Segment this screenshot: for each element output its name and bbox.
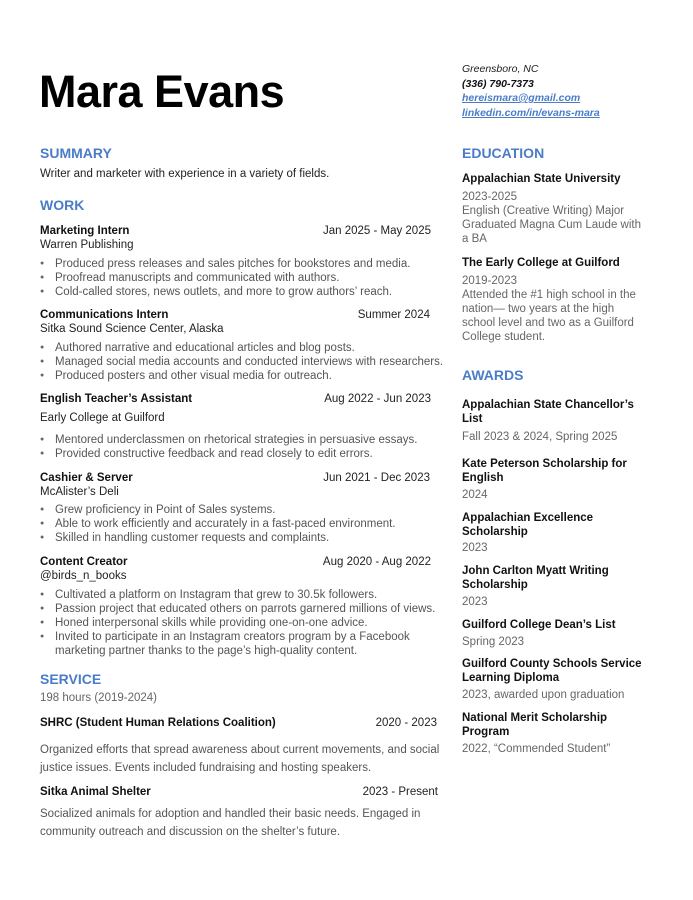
award-detail: 2024	[462, 489, 488, 501]
award-title-line: Guilford College Dean’s List	[462, 619, 616, 631]
award-detail: Spring 2023	[462, 636, 525, 648]
list-item: ● Managed social media accounts and conducted interviews with researchers.	[40, 355, 443, 369]
job-bullets	[40, 257, 410, 299]
award-title-line: English	[462, 472, 504, 484]
award-title-line: Appalachian Excellence	[462, 512, 594, 524]
job-bullets	[40, 588, 435, 658]
list-item: ● Skilled in handling customer requests and complaints.	[40, 531, 396, 545]
award-title	[462, 618, 642, 632]
award-title-line: Learning Diploma	[462, 672, 560, 684]
award-detail: 2023	[462, 596, 488, 608]
list-item: ● Invited to participate in an Instagram creators program by a Facebook	[40, 630, 435, 644]
service-hours: 198 hours (2019-2024)	[40, 692, 157, 704]
description-line: Socialized animals for adoption and handled their basic needs. Engaged in	[40, 808, 421, 820]
award-title	[462, 511, 642, 539]
award-title	[462, 657, 642, 685]
location: Greensboro, NC	[462, 63, 539, 75]
list-item: ● Able to work efficiently and accurately in a fast-paced environment.	[40, 517, 396, 531]
service-dates: 2023 - Present	[362, 786, 438, 798]
job-dates: Jun 2021 - Dec 2023	[323, 472, 430, 484]
job-title: Communications Intern	[40, 309, 169, 321]
description-line: community outreach and discussion on the shelter’s future.	[40, 826, 341, 838]
award-detail: 2022, “Commended Student”	[462, 743, 611, 755]
award-detail: 2023, awarded upon graduation	[462, 689, 625, 701]
list-item: ● Grew proficiency in Point of Sales systems.	[40, 503, 396, 517]
school-name: Appalachian State University	[462, 173, 621, 185]
detail-line: College student.	[462, 331, 546, 343]
service-title: SHRC (Student Human Relations Coalition)	[40, 717, 276, 729]
list-item: ● Cold-called stores, news outlets, and more to grow authors’ reach.	[40, 285, 410, 299]
job-org: Early College at Guilford	[40, 412, 165, 424]
job-dates: Jan 2025 - May 2025	[322, 225, 431, 237]
award-title	[462, 457, 642, 485]
list-item: ● Proofread manuscripts and communicated with authors.	[40, 271, 410, 285]
detail-line: 2023-2025	[462, 191, 517, 203]
email-link[interactable]: hereismara@gmail.com	[462, 92, 581, 104]
job-bullets	[40, 433, 417, 461]
award-title-line: Scholarship	[462, 579, 528, 591]
job-title: English Teacher’s Assistant	[40, 393, 193, 405]
job-bullets	[40, 341, 443, 383]
job-dates: Summer 2024	[357, 309, 430, 321]
award-title	[462, 564, 642, 592]
job-org: Sitka Sound Science Center, Alaska	[40, 323, 224, 335]
detail-line: 2019-2023	[462, 275, 517, 287]
job-dates: Aug 2020 - Aug 2022	[322, 556, 431, 568]
job-title: Cashier & Server	[40, 472, 133, 484]
school-details	[462, 190, 642, 246]
award-title-line: Kate Peterson Scholarship for	[462, 458, 627, 470]
job-org: McAlister’s Deli	[40, 486, 119, 498]
summary-text: Writer and marketer with experience in a variety of fields.	[40, 168, 330, 180]
job-org: Warren Publishing	[40, 239, 134, 251]
summary-heading: SUMMARY	[40, 145, 112, 161]
job-title: Content Creator	[40, 556, 128, 568]
detail-line: school level and two as a Guilford	[462, 317, 634, 329]
detail-line: nation— two years at the high	[462, 303, 615, 315]
school-details	[462, 274, 642, 344]
list-item: ● Mentored underclassmen on rhetorical strategies in persuasive essays.	[40, 433, 417, 447]
awards-heading: AWARDS	[462, 367, 524, 383]
list-item: ● Passion project that educated others on parrots garnered millions of views.	[40, 602, 435, 616]
award-title-line: Appalachian State Chancellor’s	[462, 399, 634, 411]
description-line: Organized efforts that spread awareness about current movements, and social	[40, 744, 440, 756]
detail-line: English (Creative Writing) Major	[462, 205, 625, 217]
service-description	[40, 741, 440, 777]
award-title-line: Scholarship	[462, 526, 528, 538]
detail-line: a BA	[462, 233, 487, 245]
job-org: @birds_n_books	[40, 570, 127, 582]
job-bullets	[40, 503, 396, 545]
service-heading: SERVICE	[40, 671, 102, 687]
contact-block	[462, 62, 672, 120]
description-line: justice issues. Events included fundraising and hosting speakers.	[40, 762, 372, 774]
award-title-line: List	[462, 413, 483, 425]
list-item: ● Authored narrative and educational articles and blog posts.	[40, 341, 443, 355]
linkedin-link[interactable]: linkedin.com/in/evans-mara	[462, 106, 600, 119]
job-title: Marketing Intern	[40, 225, 130, 237]
education-heading: EDUCATION	[462, 145, 545, 161]
phone: (336) 790-7373	[462, 77, 534, 90]
award-title-line: John Carlton Myatt Writing	[462, 565, 609, 577]
list-item: ● Provided constructive feedback and read closely to edit errors.	[40, 447, 417, 461]
award-detail: Fall 2023 & 2024, Spring 2025	[462, 431, 618, 443]
award-title-line: National Merit Scholarship	[462, 712, 608, 724]
list-item: ● Cultivated a platform on Instagram that grew to 30.5k followers.	[40, 588, 435, 602]
list-item: ● Produced press releases and sales pitches for bookstores and media.	[40, 257, 410, 271]
job-dates: Aug 2022 - Jun 2023	[324, 393, 431, 405]
award-title-line: Program	[462, 726, 510, 738]
award-detail: 2023	[462, 542, 488, 554]
list-item: ● Honed interpersonal skills while providing one-on-one advice.	[40, 616, 435, 630]
award-title	[462, 398, 642, 426]
work-heading: WORK	[40, 197, 85, 213]
award-title-line: Guilford County Schools Service	[462, 658, 642, 670]
service-description	[40, 805, 440, 841]
school-name: The Early College at Guilford	[462, 257, 620, 269]
service-title: Sitka Animal Shelter	[40, 786, 151, 798]
detail-line: Graduated Magna Cum Laude with	[462, 219, 641, 231]
candidate-name: Mara Evans	[39, 66, 285, 117]
list-item: marketing partner thanks to the page’s high-quality content.	[55, 645, 358, 657]
award-title	[462, 711, 642, 739]
detail-line: Attended the #1 high school in the	[462, 289, 636, 301]
list-item: ● Produced posters and other visual media for outreach.	[40, 369, 443, 383]
service-dates: 2020 - 2023	[375, 717, 437, 729]
